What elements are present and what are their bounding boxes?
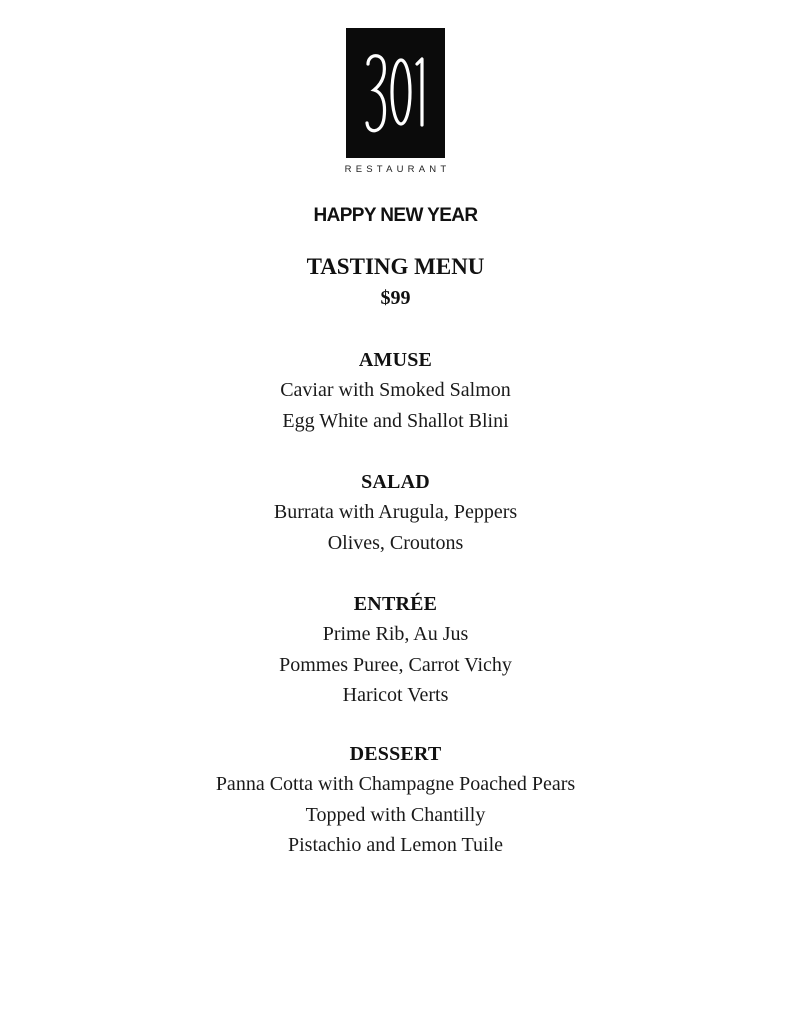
course-title: AMUSE	[358, 349, 433, 371]
course-section-salad	[0, 467, 791, 558]
course-item: Panna Cotta with Champagne Poached Pears	[215, 773, 576, 795]
restaurant-logo	[346, 28, 445, 158]
logo-subtitle: RESTAURANT	[344, 164, 451, 175]
logo-mark-icon	[346, 28, 445, 158]
course-item: Haricot Verts	[342, 684, 449, 706]
course-section-dessert	[0, 739, 791, 861]
course-section-amuse	[0, 345, 791, 436]
course-item: Pistachio and Lemon Tuile	[288, 834, 503, 856]
course-item: Pommes Puree, Carrot Vichy	[279, 653, 512, 676]
course-item: Prime Rib, Au Jus	[322, 623, 469, 645]
course-item: Egg White and Shallot Blini	[282, 409, 509, 432]
course-item: Olives, Croutons	[327, 531, 464, 554]
menu-price: $99	[380, 287, 411, 309]
course-section-entree	[0, 589, 791, 711]
course-item: Caviar with Smoked Salmon	[280, 379, 511, 401]
course-title: SALAD	[361, 471, 430, 493]
course-title: DESSERT	[349, 743, 442, 765]
menu-title: TASTING MENU	[306, 254, 485, 279]
greeting-heading: HAPPY NEW YEAR	[313, 205, 478, 226]
course-title: ENTRÉE	[353, 593, 438, 615]
course-item: Burrata with Arugula, Peppers	[273, 501, 518, 523]
course-item: Topped with Chantilly	[305, 803, 486, 826]
